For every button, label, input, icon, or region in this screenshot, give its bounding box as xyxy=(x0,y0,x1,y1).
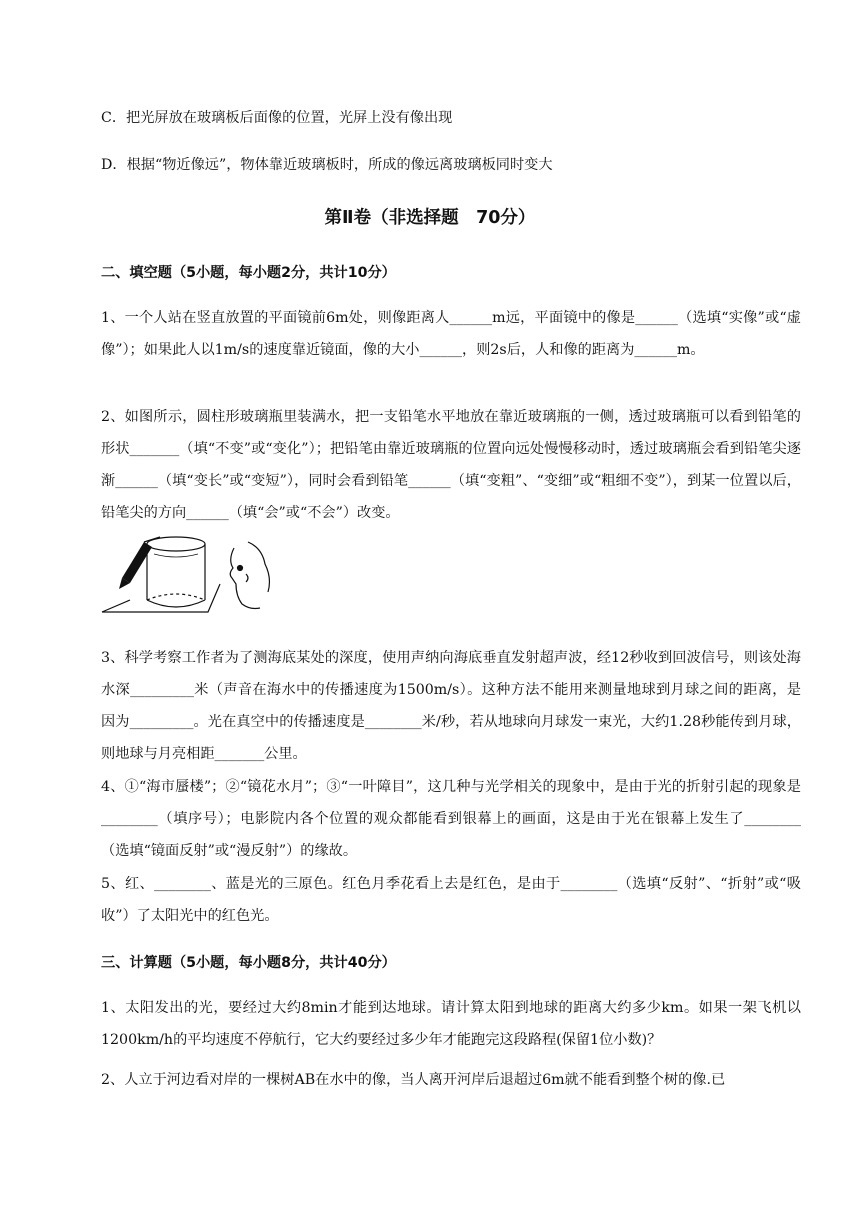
fill-question-4: 4、①“海市蜃楼”；②“镜花水月”；③“一叶障目”，这几种与光学相关的现象中，是由于光的折射引起的现象是________（填序号）；电影院内各个位置的观众都能看到银幕上的画面，这是由于光在银幕上发生了________（选填“镜面反射”或“漫反射”）的缘故。 xyxy=(101,779,801,859)
calc-question-2: 2、人立于河边看对岸的一棵树AB在水中的像，当人离开河岸后退超过6m就不能看到整个树的像.已 xyxy=(101,1072,726,1088)
section-heading-calc: 三、计算题（5小题，每小题8分，共计40分） xyxy=(101,955,396,971)
bottle-pencil-figure xyxy=(100,534,290,624)
fill-question-1: 1、一个人站在竖直放置的平面镜前6m处，则像距离人______m远，平面镜中的像是______（选填“实像”或“虚像”）；如果此人以1m/s的速度靠近镜面，像的大小______，则2s后，人和像的距离为______m。 xyxy=(101,310,801,358)
observer-face xyxy=(230,542,269,609)
option-d: D．根据“物近像远”，物体靠近玻璃板时，所成的像远离玻璃板同时变大 xyxy=(101,157,553,173)
option-c: C．把光屏放在玻璃板后面像的位置，光屏上没有像出现 xyxy=(101,110,453,126)
part-title: 第Ⅱ卷（非选择题 70分） xyxy=(324,208,536,228)
glass-bottle xyxy=(147,537,205,607)
fill-question-5: 5、红、________、蓝是光的三原色。红色月季花看上去是红色，是由于________（选填“反射”、“折射”或“吸收”）了太阳光中的红色光。 xyxy=(101,876,801,924)
calc-question-1: 1、太阳发出的光，要经过大约8min才能到达地球。请计算太阳到地球的距离大约多少km。如果一架飞机以1200km/h的平均速度不停航行，它大约要经过多少年才能跑完这段路程(保留1位小数)？ xyxy=(101,1000,801,1048)
fill-question-3: 3、科学考察工作者为了测海底某处的深度，使用声纳向海底垂直发射超声波，经12秒收到回波信号，则该处海水深_________米（声音在海水中的传播速度为1500m/s）。这种方法不能用来测量地球到月球之间的距离，是因为_________。光在真空中的传播速度是________米/秒，若从地球向月球发一束光，大约1.28秒能传到月球，则地球与月亮相距_______公里。 xyxy=(101,650,801,762)
section-heading-fill: 二、填空题（5小题，每小题2分，共计10分） xyxy=(101,265,396,281)
fill-question-2: 2、如图所示，圆柱形玻璃瓶里装满水，把一支铅笔水平地放在靠近玻璃瓶的一侧，透过玻璃瓶可以看到铅笔的形状_______（填“不变”或“变化”）；把铅笔由靠近玻璃瓶的位置向远处慢慢移动时，透过玻璃瓶会看到铅笔尖逐渐______（填“变长”或“变短”），同时会看到铅笔______（填“变粗”、“变细”或“粗细不变”），到某一位置以后，铅笔尖的方向______（填“会”或“不会”）改变。 xyxy=(101,409,801,521)
pencil-icon xyxy=(119,537,160,589)
